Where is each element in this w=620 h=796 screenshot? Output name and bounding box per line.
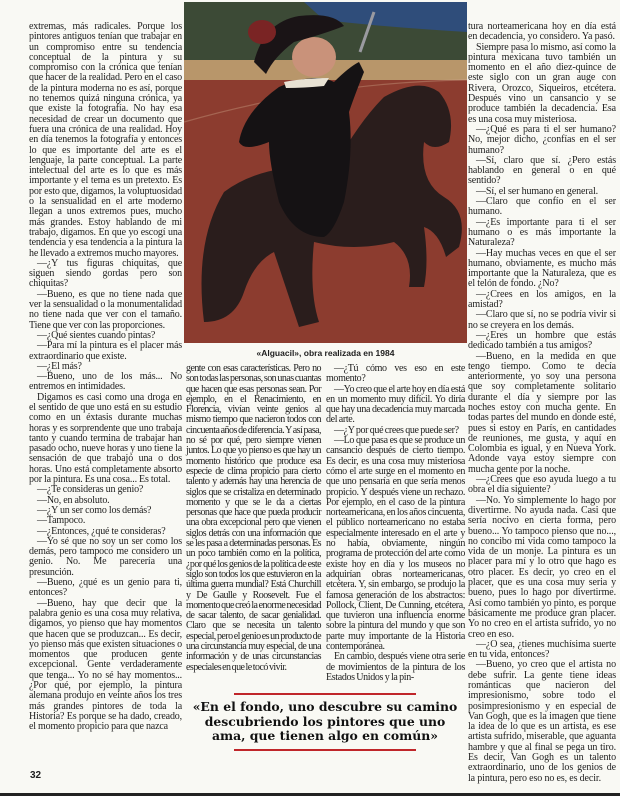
article-paragraph: —¿Eres un hombre que estás dedicado también a tus amigos? — [468, 329, 616, 352]
article-paragraph: —¿El más? — [37, 360, 82, 372]
pull-quote-text: «En el fondo, uno descubre su camino descubriendo los pintores que uno ama, que tienen algo en común» — [192, 699, 458, 743]
article-column-3 — [326, 364, 465, 683]
article-column-4 — [468, 22, 616, 784]
article-paragraph: —Yo sé que no soy un ser como los demás, pero tampoco me considero un genio. No. Me parecería una presunción. — [29, 535, 182, 578]
article-paragraph: —¿Crees en los amigos, en la amistad? — [468, 288, 616, 311]
hat-plume — [248, 20, 276, 44]
painting-alguacil-image — [184, 2, 467, 343]
rider-head — [292, 37, 336, 77]
article-paragraph: —¿O sea, ¿tienes muchísima suerte en tu vida, entonces? — [468, 638, 616, 661]
article-paragraph: —Lo que pasa es que se produce un cansancio después de cierto tiempo. Es decir, es una cosa muy misteriosa cómo el arte surge en el momento en que uno pensaría en que sería menos propicio. Y después viene un rechazo. Por ejemplo, en el caso de la pintura norteamericana, en los años cincuenta, el público norteamericano no estaba especialmente interesado en el arte y no había, obviamente, ningún programa de protección del arte como existe hoy en día y los museos no adquirían obras norteamericanas, etcétera. Y, sin embargo, se produjo la famosa generación de los abstractos: Pollock, Client, De Cunning, etcétera, que tuvieron una influencia enorme sobre la pintura del mundo y que son parte muy importante de la Historia contemporánea. — [326, 435, 465, 653]
article-paragraph: En cambio, después viene otra serie de movimientos de la pintura de los Estados Unidos y la pin- — [326, 651, 465, 683]
article-paragraph: —No. Yo simplemente lo hago por divertirme. No ayuda nada. Casi que sería nocivo en cierta forma, pero bueno... Yo tampoco pienso que no..., no concibo mi vida como tampoco la vida de un monje. La pintura es un placer para mí y lo otro que hago es otro placer. Es decir, yo creo en el placer, que es una cosa muy seria y bueno, pues lo hago por divertirme. Así como también yo pinto, es porque básicamente me produce gran placer. Yo no creo en el artista sufrido, yo no creo en eso. — [468, 494, 616, 640]
article-paragraph: —Hay muchas veces en que el ser humano, obviamente, es mucho más importante que la Naturaleza, que es el telón de fondo. ¿No? — [468, 247, 616, 290]
article-paragraph: —¿Entonces, ¿qué te consideras? — [37, 525, 166, 537]
article-paragraph: —Bueno, uno de los más... No entremos en intimidades. — [29, 371, 182, 393]
article-paragraph: —Yo creo que el arte hoy en día está en un momento muy difícil. Yo diría que hay una decadencia muy marcada del arte. — [326, 383, 465, 426]
article-paragraph: —Sí, claro que sí. ¿Pero estás hablando en general o en qué sentido? — [468, 154, 616, 187]
article-paragraph: —Claro que confío en el ser humano. — [468, 196, 616, 218]
article-paragraph: —¿Qué sientes cuando pintas? — [37, 329, 156, 341]
article-paragraph: —Bueno, ¿qué es un genio para ti, entonces? — [29, 577, 182, 599]
article-paragraph: Digamos es casi como una droga en el sentido de que uno está en su estudio como en un éxtasis durante muchas horas y es sorprendente que uno trabaja tanto y cuando termina de trabajar han pasado ocho, nueve horas y uno tiene la sensación de que trabajó una o dos horas. Uno está completamente absorto por la pintura. Es una cosa... Es total. — [29, 391, 182, 486]
article-paragraph: —Bueno, es que no tiene nada que ver la sensualidad o la monumentalidad no tiene nada que ver con el tamaño. Tiene que ver con las proporciones. — [29, 288, 182, 331]
article-paragraph: —No, en absoluto. — [37, 494, 110, 506]
pull-quote-top-rule — [234, 693, 416, 695]
article-paragraph: —¿Y por qué crees que puede ser? — [334, 424, 459, 436]
pull-quote-bottom-rule — [234, 749, 416, 751]
article-column-2 — [186, 364, 321, 673]
article-paragraph: —Claro que sí, no se podría vivir si no se creyera en los demás. — [468, 309, 616, 331]
article-paragraph: —¿Y tus figuras chiquitas, que siguen siendo gordas pero son chiquitas? — [29, 257, 182, 290]
article-paragraph: —Bueno, yo creo que el artista no debe sufrir. La gente tiene ideas románticas que nacieron del impresionismo, sobre todo el posimpresionismo y en especial de Van Gogh, que es la imagen que tiene la idea de lo que es un artista, es ese artista sufrido, miserable, que aguanta hambre y que al final se pega un tiro. Es decir, Van Gogh es un talento extraordinario, uno de los genios de la pintura, pero eso no es, es decir. — [468, 659, 616, 784]
article-paragraph: —¿Es importante para ti el ser humano o es más importante la Naturaleza? — [468, 216, 616, 249]
article-paragraph: Siempre pasa lo mismo, así como la pintura mexicana tuvo también un momento en el año diez-quince de este siglo con un gran auge con Rivera, Orozco, Siqueiros, etcétera. Después vino un cansancio y se produce también la decadencia. Esa es una cosa muy misteriosa. — [468, 41, 616, 125]
article-paragraph: —¿Tú cómo ves eso en este momento? — [326, 363, 465, 385]
article-paragraph: —Bueno, en la medida en que tengo tiempo. Como te decía anteriormente, yo soy una persona que soy completamente solitario durante el día y siempre por las noches estoy con mucha gente. En todas partes del mundo en donde esté, pues si estoy en París, en cantidades de reuniones, me gusta, y aquí en Colombia es igual, y en Nueva York. Adonde vaya estoy siempre con mucha gente por la noche. — [468, 350, 616, 475]
article-paragraph: —¿Te consideras un genio? — [37, 484, 144, 496]
image-caption: «Alguacil», obra realizada en 1984 — [256, 348, 395, 358]
article-paragraph: —¿Qué es para ti el ser humano? No, mejor dicho, ¿confías en el ser humano? — [468, 123, 616, 156]
article-paragraph: —¿Crees que eso ayuda luego a tu obra el día siguiente? — [468, 474, 616, 496]
article-paragraph: tura norteamericana hoy en día está en decadencia, yo considero. Ya pasó. — [468, 21, 616, 43]
article-paragraph: gente con esas características. Pero no son todas las personas, son unas cuantas que hacen que esas personas sean. Por ejemplo, en el Renacimiento, en Florencia, vivían veinte genios al mismo tiempo que nacieron todos con cincuenta años de diferencia. Y así pasa, no sé por qué, pero siempre vienen juntos. Lo que yo pienso es que hay un momento histórico que produce esa especie de clima propicio para cierto talento y además hay una herencia de siglos que se cristaliza en determinado momento y que se le da a ciertas personas que hace que pueda producir una obra excepcional pero que vienen siglos detrás con una información que se les pasa a determinadas personas. Es un poco también como en la política, ¿por qué los genios de la política de este siglo son todos los que estuvieron en la última guerra mundial? Está Churchill y De Gaulle y Roosevelt. Fue el momento que creó la enorme necesidad de sacar talento, de sacar genialidad. Claro que se necesita un talento especial, pero el genio es un producto de una circunstancia muy especial, de una información y de unas circunstancias especiales en que le tocó vivir. — [186, 363, 321, 673]
article-paragraph: extremas, más radicales. Porque los pintores antiguos tenían que trabajar en un compromiso entre su tendencia conceptual de la pintura y su compromiso con la crónica que tenían que hacer de la realidad. Pero en el caso de la pintura moderna no es así, porque no tenemos quizá ninguna crónica, ya que existe la fotografía. No hay esa necesidad de crear un documento que fuera una crónica de una realidad. Hoy en día tenemos la fotografía y entonces lo que es importante del arte es el lenguaje, la parte conceptual. La parte intelectual del arte es lo que es más importante y el tema es un pretexto. Es por esto que, digamos, la voluptuosidad o la sensualidad en el arte moderno llegan a unos extremos pues, mucho más grandes. Estoy hablando de mi trabajo, digamos. En que yo escogí una tendencia y esa tendencia a la pintura la he llevado a extremos mucho mayores. — [29, 21, 182, 259]
pull-quote — [186, 693, 464, 751]
article-paragraph: —Sí, el ser humano en general. — [476, 185, 599, 197]
article-paragraph: —Bueno, hay que decir que la palabra genio es una cosa muy relativa, digamos, yo pienso que hay momentos que hacen que se produzcan... Es decir, yo pienso más que existen situaciones o momentos que producen gente excepcional. Gente verdaderamente que tenga... Yo no sé hay momentos... ¿Por qué, por ejemplo, la pintura alemana produjo en veinte años los tres más grandes pintores de toda la Historia? Es porque se ha dado, creado, el momento propicio para que nazca — [29, 597, 182, 733]
article-paragraph: —Para mí la pintura es el placer más extraordinario que existe. — [29, 340, 182, 362]
article-paragraph: —Tampoco. — [37, 515, 86, 527]
article-column-1 — [29, 22, 182, 732]
page-number: 32 — [30, 770, 42, 781]
article-paragraph: —¿Y un ser como los demás? — [37, 504, 152, 516]
